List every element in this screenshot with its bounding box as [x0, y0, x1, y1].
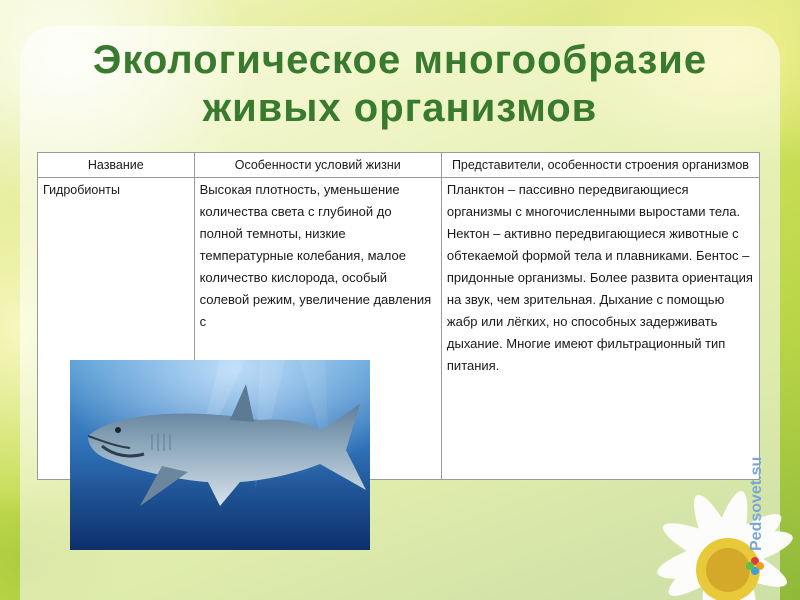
header-representatives: Представители, особенности строения организмов	[451, 158, 749, 172]
slide-title	[0, 36, 800, 132]
title-line-1: Экологическое многообразие	[92, 38, 708, 82]
cell-conditions: Высокая плотность, уменьшение количества света с глубиной до полной темноты, низкие температурные колебания, малое количество кислорода, особый солевой режим, увеличение давления с	[195, 178, 442, 479]
shark-photo-icon	[70, 360, 370, 550]
title-line-2: живых организмов	[202, 86, 598, 130]
cell-name: Гидробионты	[38, 178, 195, 479]
table-header-row	[38, 153, 759, 177]
daisy-icon	[600, 430, 800, 600]
header-name: Название	[38, 153, 195, 177]
watermark-text: Pedsovet.su	[748, 456, 765, 551]
header-conditions: Особенности условий жизни	[195, 153, 442, 177]
pedsovet-logo-icon	[742, 418, 768, 578]
cell-representatives: Планктон – пассивно передвигающиеся организмы с многочисленными выростами тела. Нектон – активно передвигающиеся животные с обтекаемой формой тела и плавниками. Бентос – придонные организмы. Более развита ориентация на звук, чем зрительная. Дыхание с помощью жабр или лёгких, но способных задерживать дыхание. Многие имеют фильтрационный тип питания.	[446, 182, 753, 373]
